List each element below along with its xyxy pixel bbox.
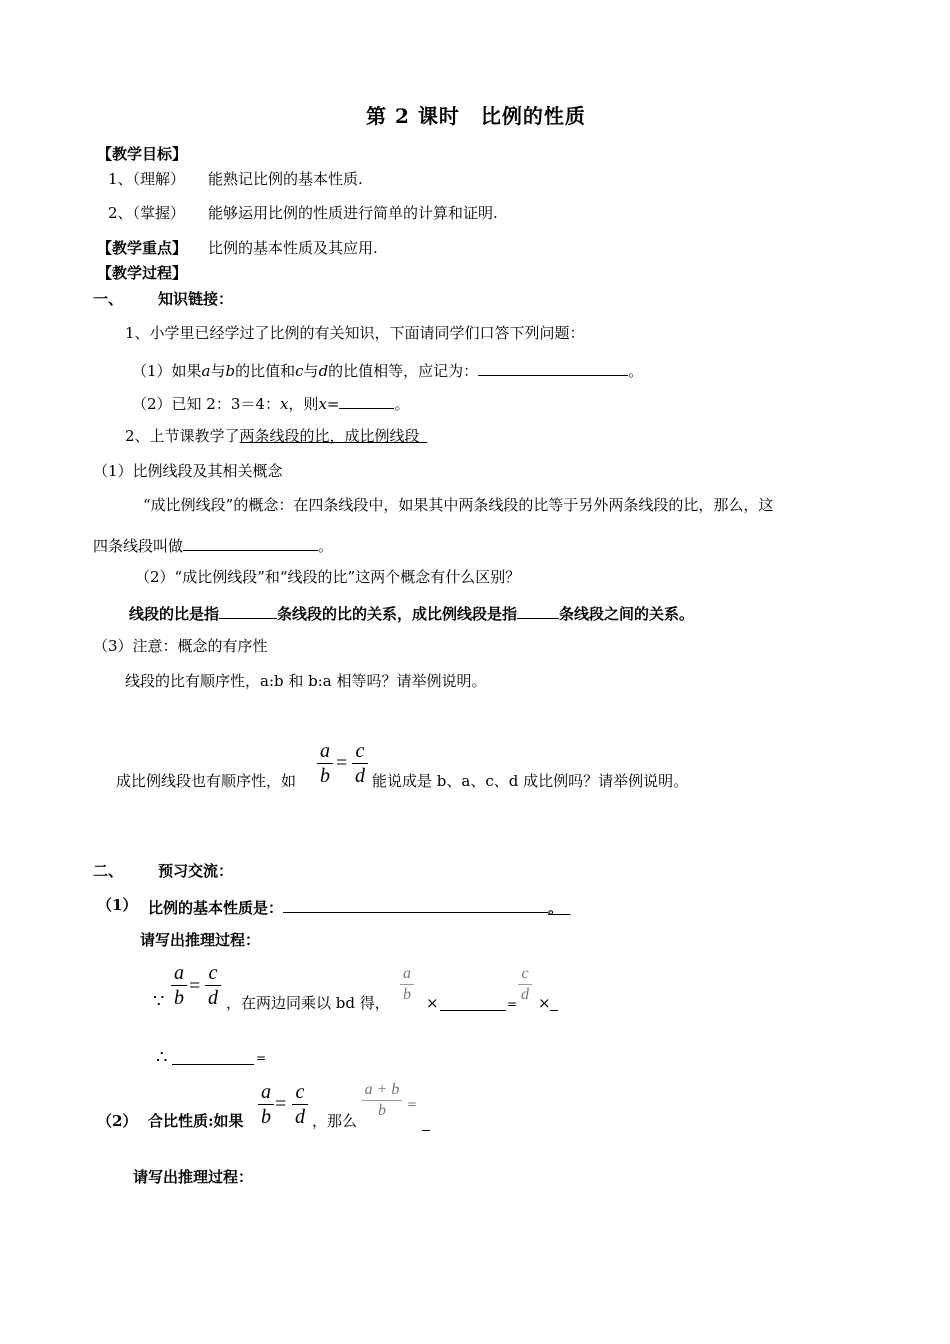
blank-4 [422, 1116, 430, 1134]
section2-num: 二、 [93, 862, 124, 880]
fraction-c-d: c d [205, 963, 221, 1008]
fraction-a-b: a b [171, 963, 187, 1008]
key-points-text: 比例的基本性质及其应用. [208, 239, 378, 257]
equals-sign: = [407, 1097, 418, 1111]
objective-1-text: 能熟记比例的基本性质. [208, 170, 363, 188]
equals-sign: = [189, 975, 201, 997]
process-heading: 【教学过程】 [97, 264, 188, 282]
fraction-c-d-small: c d [518, 966, 532, 1003]
q1-intro: 1、小学里已经学过了比例的有关知识，下面请同学们口答下列问题： [125, 324, 585, 342]
difference-line: 线段的比是指 条线段的比的关系，成比例线段是指 条线段之间的关系。 [129, 605, 695, 623]
equals-sign: = [275, 1093, 287, 1115]
section1-num: 一、 [93, 290, 124, 308]
multiply-text: ，在两边同乘以 bd 得， [226, 994, 390, 1012]
q2: 2、上节课教学了两条线段的比，成比例线段 [125, 427, 420, 445]
equals-sign: = [256, 1051, 267, 1065]
answer-blank[interactable] [283, 898, 548, 913]
fraction-a-b: a b [258, 1082, 274, 1127]
objective-2-num: 2、（掌握） [108, 204, 186, 222]
concept-line1: “成比例线段”的概念：在四条线段中，如果其中两条线段的比等于另外两条线段的比，那么，这 [143, 496, 774, 514]
key-points-label: 【教学重点】 [97, 239, 188, 257]
q1-1: （1）如果a与b的比值和c与d的比值相等，应记为： 。 [132, 362, 644, 380]
equals-sign: = [336, 752, 348, 774]
objective-1-num: 1、（理解） [108, 170, 186, 188]
therefore-symbol: ∴ [156, 1047, 168, 1068]
sub2: （2）“成比例线段”和“线段的比”这两个概念有什么区别？ [135, 568, 521, 586]
fraction-a-plus-b-over-b: a + b b [362, 1082, 402, 1119]
answer-blank[interactable] [172, 1050, 254, 1065]
answer-blank[interactable] [440, 996, 506, 1011]
derive-label-2: 请写出推理过程： [133, 1168, 254, 1186]
p1-line: 比例的基本性质是： 。 [148, 899, 564, 917]
answer-blank[interactable] [219, 604, 277, 619]
fraction-a-b: a b [317, 741, 333, 786]
page-title: 第 2 课时 比例的性质 [366, 104, 586, 128]
prop-pre: 成比例线段也有顺序性，如 [116, 772, 297, 790]
because-symbol: ∵ [153, 991, 165, 1012]
answer-blank[interactable] [183, 536, 318, 551]
fraction-c-d: c d [352, 741, 368, 786]
order-text: 线段的比有顺序性，a:b 和 b:a 相等吗？请举例说明。 [125, 672, 487, 690]
answer-blank[interactable] [422, 1116, 430, 1131]
answer-blank[interactable] [478, 361, 628, 376]
answer-blank[interactable] [550, 996, 558, 1011]
sub3: （3）注意：概念的有序性 [93, 637, 268, 655]
blank-2 [550, 996, 558, 1014]
answer-blank[interactable] [517, 604, 559, 619]
sub1: （1）比例线段及其相关概念 [93, 462, 283, 480]
blank-3 [172, 1050, 254, 1068]
times-symbol: × [426, 994, 439, 1012]
objective-2-text: 能够运用比例的性质进行简单的计算和证明. [208, 204, 498, 222]
prop-post: 能说成是 b、a、c、d 成比例吗？请举例说明。 [372, 772, 689, 790]
section1-title: 知识链接： [158, 290, 234, 308]
p2-then: ，那么 [312, 1112, 358, 1130]
concept-line2: 四条线段叫做 。 [93, 537, 334, 555]
objectives-heading: 【教学目标】 [97, 145, 188, 163]
equals-sign: = [507, 997, 518, 1011]
fraction-c-d: c d [292, 1082, 308, 1127]
q1-2: （2）已知 2：3＝4：x，则x= 。 [132, 395, 410, 413]
derive-label: 请写出推理过程： [140, 931, 261, 949]
times-symbol: × [538, 994, 551, 1012]
p2-text: 合比性质:如果 [148, 1112, 244, 1130]
p1-num: （1） [97, 896, 138, 914]
blank-1 [440, 996, 506, 1014]
section2-title: 预习交流： [158, 862, 234, 880]
p2-num: （2） [97, 1112, 138, 1130]
fraction-a-b-small: a b [400, 966, 414, 1003]
answer-blank[interactable] [339, 394, 394, 409]
